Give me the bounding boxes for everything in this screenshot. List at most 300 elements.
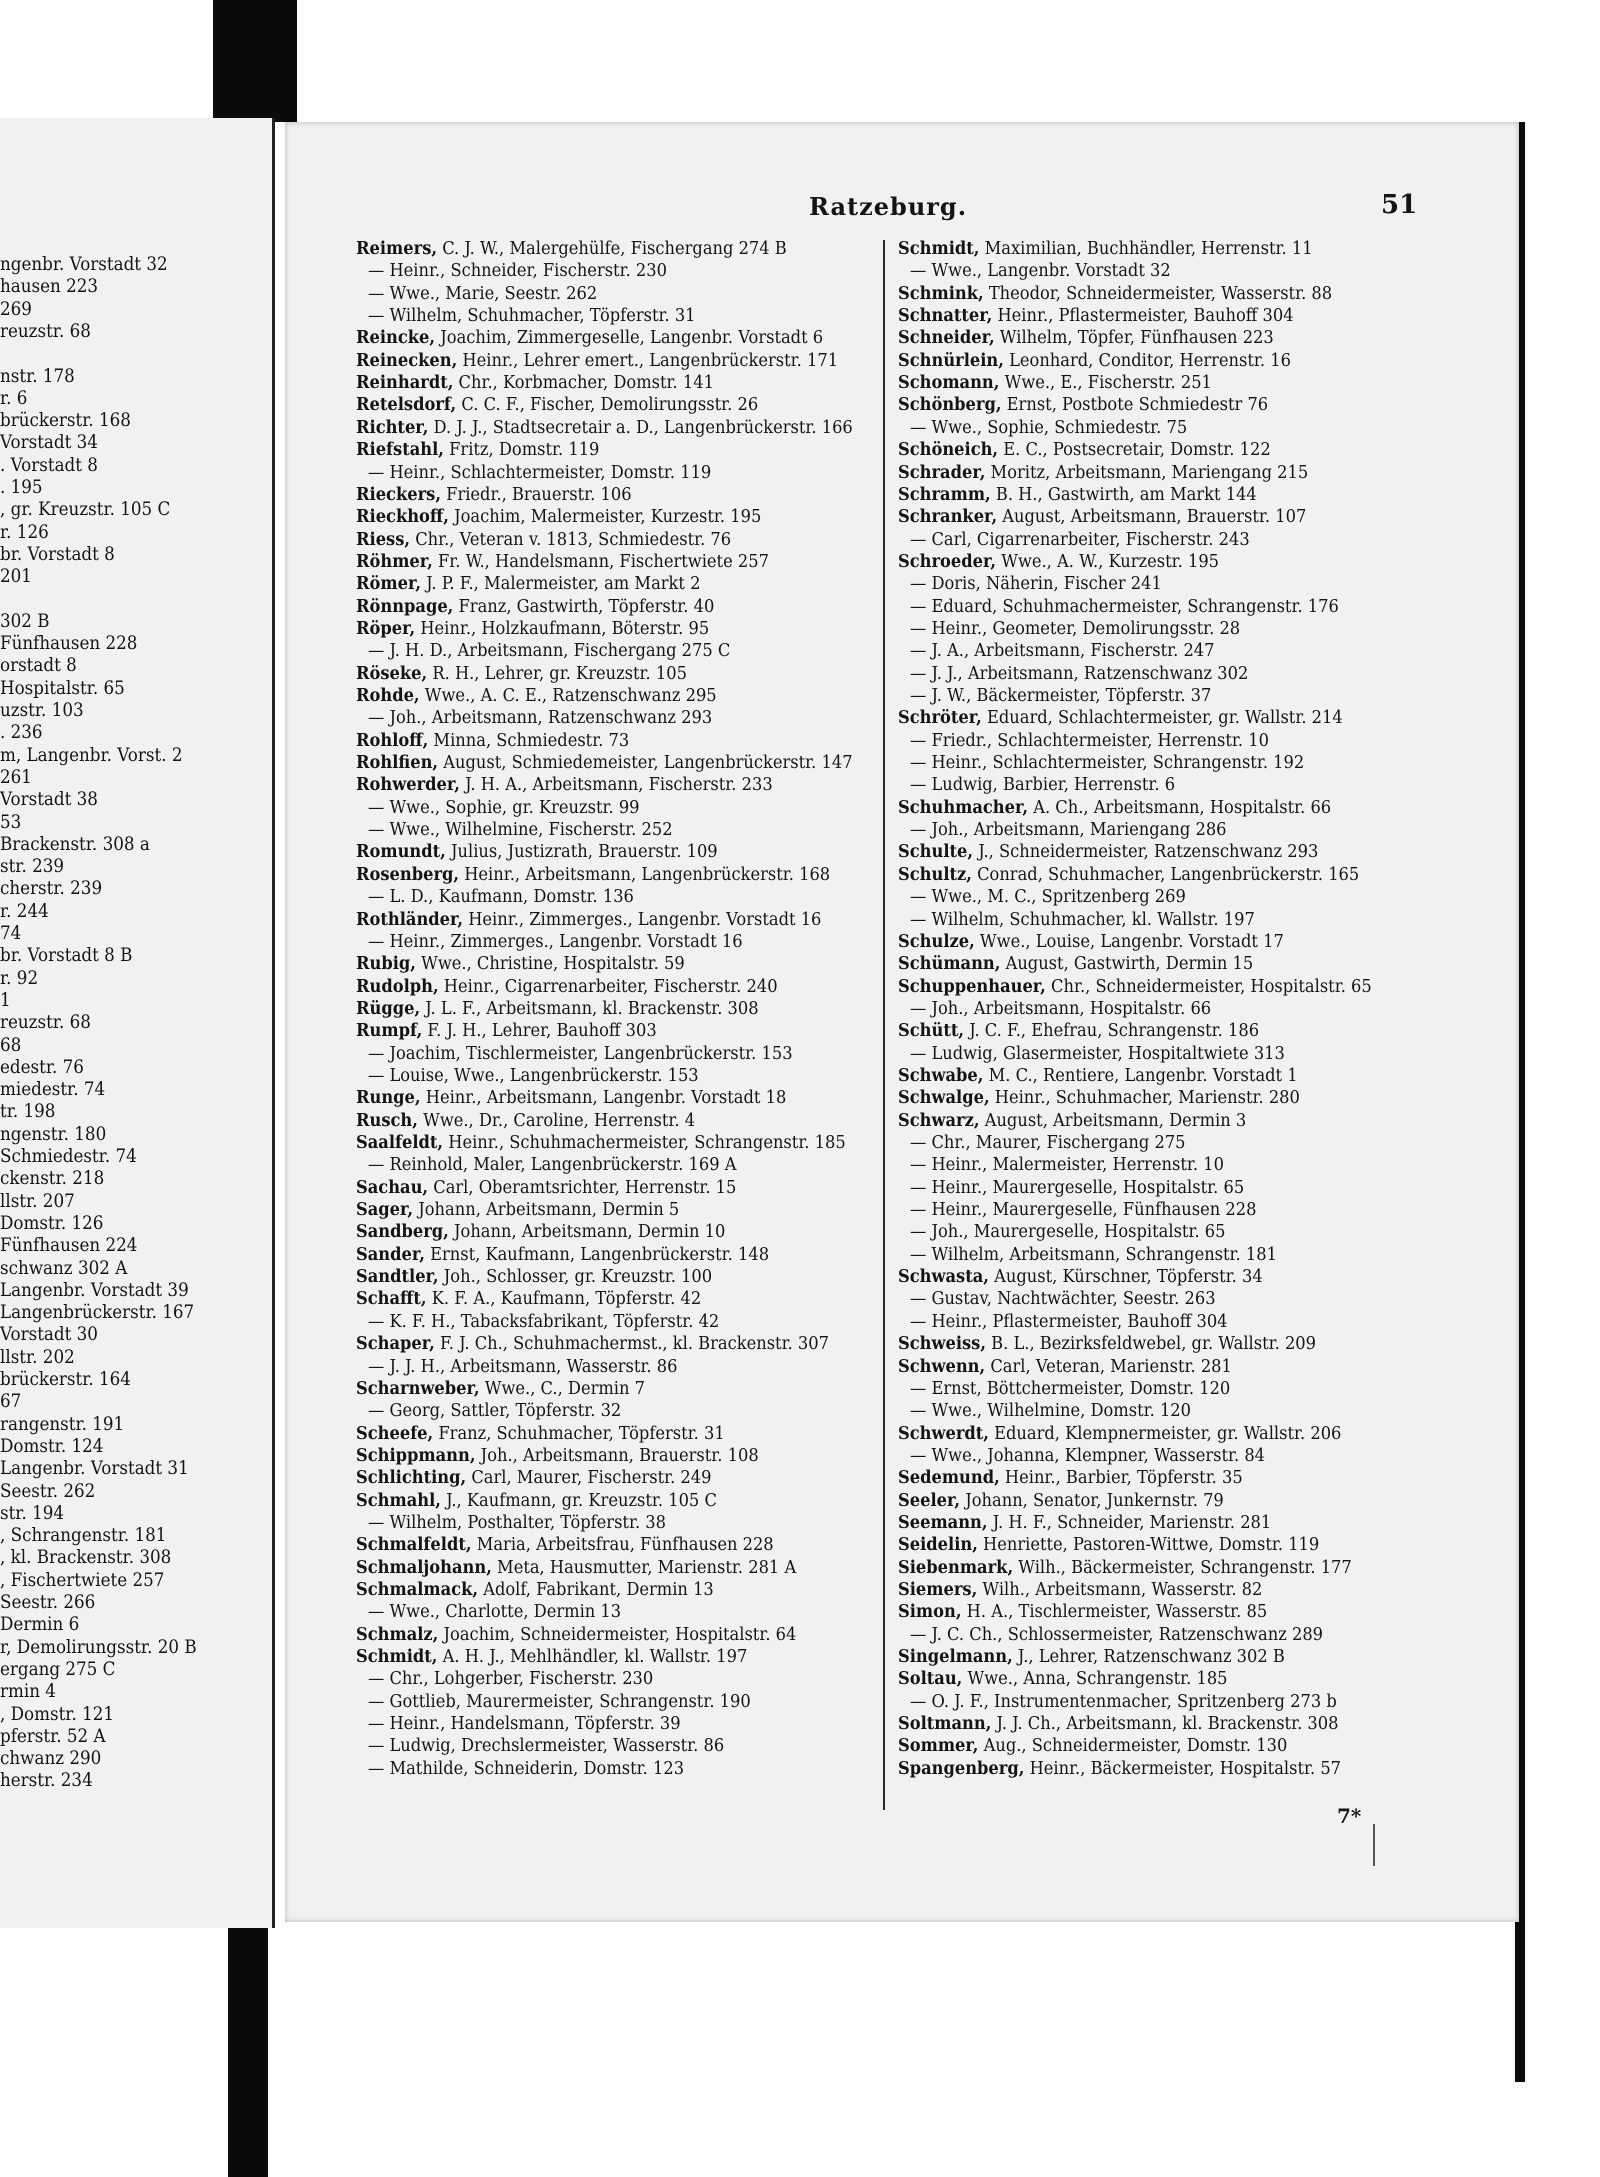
directory-entry xyxy=(910,529,1250,551)
directory-entry xyxy=(356,1624,796,1646)
entry-details: — Heinr., Pflastermeister, Bauhoff 304 xyxy=(910,1310,1228,1332)
entry-details: — Heinr., Zimmerges., Langenbr. Vorstadt 16 xyxy=(368,930,743,952)
entry-details: M. C., Rentiere, Langenbr. Vorstadt 1 xyxy=(983,1064,1298,1086)
entry-details: — J. W., Bäckermeister, Töpferstr. 37 xyxy=(910,685,1212,706)
entry-details: Chr., Korbmacher, Domstr. 141 xyxy=(453,372,714,394)
directory-entry xyxy=(898,1266,1263,1288)
entry-details: Leonhard, Conditor, Herrenstr. 16 xyxy=(1003,349,1291,371)
entry-surname: Sandberg, xyxy=(356,1221,449,1243)
entry-details: J., Kaufmann, gr. Kreuzstr. 105 C xyxy=(440,1489,717,1511)
entry-details: Johann, Arbeitsmann, Dermin 10 xyxy=(448,1221,726,1243)
entry-details: Heinr., Schuhmachermeister, Schrangenstr. 185 xyxy=(443,1132,846,1153)
directory-entry xyxy=(910,1177,1244,1199)
page-number: 51 xyxy=(1381,190,1418,220)
entry-surname: Riefstahl, xyxy=(356,439,444,461)
directory-entry xyxy=(356,1467,711,1489)
entry-surname: Schlichting, xyxy=(356,1467,467,1489)
entry-surname: Sommer, xyxy=(898,1735,979,1757)
left-page-line: 261 xyxy=(0,766,32,788)
left-page-line: r. 126 xyxy=(0,521,49,543)
entry-details: Heinr., Arbeitsmann, Langenbrückerstr. 168 xyxy=(459,863,831,885)
entry-surname: Rohwerder, xyxy=(356,774,460,796)
entry-surname: Schrader, xyxy=(898,461,986,483)
entry-details: J., Lehrer, Ratzenschwanz 302 B xyxy=(1012,1646,1285,1668)
directory-entry xyxy=(898,1646,1285,1668)
entry-details: Carl, Maurer, Fischerstr. 249 xyxy=(466,1467,712,1489)
entry-details: Theodor, Schneidermeister, Wasserstr. 88 xyxy=(983,282,1333,304)
entry-details: Fritz, Domstr. 119 xyxy=(443,439,600,461)
left-page-line: Langenbrückerstr. 167 xyxy=(0,1302,195,1324)
entry-surname: Sander, xyxy=(356,1243,425,1265)
directory-entry xyxy=(898,797,1331,819)
directory-entry xyxy=(898,1601,1267,1623)
entry-details: — J. J., Arbeitsmann, Ratzenschwanz 302 xyxy=(910,662,1249,684)
directory-entry xyxy=(356,417,853,439)
directory-entry xyxy=(898,1020,1259,1042)
entry-surname: Schwasta, xyxy=(898,1266,989,1288)
directory-entry xyxy=(356,573,700,595)
entry-surname: Scheefe, xyxy=(356,1422,434,1444)
directory-entry xyxy=(898,327,1274,349)
entry-surname: Rumpf, xyxy=(356,1020,423,1042)
directory-entry xyxy=(910,1132,1186,1154)
left-page-line: Domstr. 124 xyxy=(0,1435,104,1457)
entry-details: Maximilian, Buchhändler, Herrenstr. 11 xyxy=(979,238,1313,259)
entry-surname: Reinhardt, xyxy=(356,372,454,394)
directory-entry xyxy=(356,953,685,975)
entry-details: — Heinr., Schlachtermeister, Domstr. 119 xyxy=(368,461,712,483)
directory-entry xyxy=(356,1445,759,1467)
left-page-line: Fünfhausen 224 xyxy=(0,1235,138,1257)
directory-entry xyxy=(368,707,712,729)
entry-details: Joh., Arbeitsmann, Brauerstr. 108 xyxy=(475,1444,759,1466)
entry-details: Johann, Senator, Junkernstr. 79 xyxy=(960,1489,1224,1511)
directory-entry xyxy=(356,1177,736,1199)
directory-entry xyxy=(356,685,717,707)
entry-surname: Rosenberg, xyxy=(356,863,460,885)
entry-surname: Schomann, xyxy=(898,372,1000,394)
entry-details: — Ludwig, Barbier, Herrenstr. 6 xyxy=(910,774,1176,796)
entry-details: — J. H. D., Arbeitsmann, Fischergang 275 C xyxy=(368,640,731,662)
entry-details: Johann, Arbeitsmann, Dermin 5 xyxy=(413,1199,680,1221)
directory-entry xyxy=(356,1333,829,1355)
left-page-line: 74 xyxy=(0,923,22,944)
entry-details: — Wwe., Langenbr. Vorstadt 32 xyxy=(910,260,1171,282)
binding-strip-top-left xyxy=(213,0,297,122)
left-page-line: Langenbr. Vorstadt 39 xyxy=(0,1279,189,1301)
directory-entry xyxy=(898,1735,1287,1757)
entry-details: Moritz, Arbeitsmann, Mariengang 215 xyxy=(985,461,1309,483)
entry-details: Aug., Schneidermeister, Domstr. 130 xyxy=(978,1735,1288,1757)
directory-entry xyxy=(356,529,731,551)
entry-surname: Riess, xyxy=(356,528,411,550)
entry-surname: Siebenmark, xyxy=(898,1556,1014,1578)
directory-entry xyxy=(368,1311,719,1333)
directory-entry xyxy=(356,1110,695,1132)
left-page-line: . 236 xyxy=(0,722,43,744)
entry-surname: Schuppenhauer, xyxy=(898,975,1046,997)
directory-entry xyxy=(898,1087,1300,1109)
directory-entry xyxy=(898,439,1271,461)
directory-entry xyxy=(368,1691,751,1713)
entry-surname: Schwenn, xyxy=(898,1355,986,1377)
directory-entry xyxy=(910,663,1248,685)
entry-surname: Schulte, xyxy=(898,841,974,863)
left-page-line: Vorstadt 38 xyxy=(0,789,98,811)
directory-entry xyxy=(368,462,711,484)
entry-details: — Chr., Lohgerber, Fischerstr. 230 xyxy=(368,1668,654,1690)
directory-entry xyxy=(898,1534,1319,1556)
entry-details: Adolf, Fabrikant, Dermin 13 xyxy=(478,1579,714,1600)
left-page-line: Fünfhausen 228 xyxy=(0,633,138,655)
entry-details: — Carl, Cigarrenarbeiter, Fischerstr. 243 xyxy=(910,528,1250,550)
entry-details: Chr., Schneidermeister, Hospitalstr. 65 xyxy=(1045,975,1372,997)
left-page-line: , kl. Brackenstr. 308 xyxy=(0,1547,172,1569)
directory-entry xyxy=(898,1557,1352,1579)
entry-details: Maria, Arbeitsfrau, Fünfhausen 228 xyxy=(471,1534,774,1556)
directory-entry xyxy=(910,1043,1285,1065)
entry-surname: Rusch, xyxy=(356,1109,418,1131)
entry-details: Wwe., Dr., Caroline, Herrenstr. 4 xyxy=(417,1109,696,1131)
directory-entry xyxy=(356,1423,725,1445)
directory-entry xyxy=(910,640,1215,662)
entry-details: — Wilhelm, Arbeitsmann, Schrangenstr. 181 xyxy=(910,1243,1277,1265)
directory-entry xyxy=(368,797,640,819)
directory-entry xyxy=(898,372,1212,394)
left-page-line: , Domstr. 121 xyxy=(0,1703,115,1725)
entry-details: Wwe., Louise, Langenbr. Vorstadt 17 xyxy=(974,930,1284,952)
directory-entry xyxy=(356,1221,725,1243)
left-page-line: 1 xyxy=(0,989,11,1011)
entry-details: Franz, Schuhmacher, Töpferstr. 31 xyxy=(433,1422,725,1444)
directory-entry xyxy=(368,1713,681,1735)
entry-details: — Wwe., M. C., Spritzenberg 269 xyxy=(910,886,1186,908)
entry-surname: Schmidt, xyxy=(898,238,980,259)
left-page-line: br. Vorstadt 8 xyxy=(0,543,115,565)
entry-details: August, Arbeitsmann, Dermin 3 xyxy=(979,1109,1247,1131)
directory-entry xyxy=(368,640,730,662)
directory-entry xyxy=(910,1221,1226,1243)
entry-details: Heinr., Arbeitsmann, Langenbr. Vorstadt 18 xyxy=(420,1087,787,1109)
left-page-line: br. Vorstadt 8 B xyxy=(0,945,133,967)
entry-details: Joachim, Malermeister, Kurzestr. 195 xyxy=(448,506,762,528)
entry-details: Carl, Veteran, Marienstr. 281 xyxy=(985,1355,1232,1377)
entry-surname: Rieckhoff, xyxy=(356,506,449,528)
entry-details: — Wilhelm, Schuhmacher, Töpferstr. 31 xyxy=(368,305,696,327)
entry-surname: Schümann, xyxy=(898,953,1001,975)
directory-entry xyxy=(356,976,778,998)
entry-details: — Joh., Arbeitsmann, Mariengang 286 xyxy=(910,819,1227,841)
directory-entry xyxy=(898,394,1268,416)
entry-details: Heinr., Holzkaufmann, Böterstr. 95 xyxy=(415,617,710,639)
left-page-line: Brackenstr. 308 a xyxy=(0,833,150,855)
directory-entry xyxy=(368,819,673,841)
left-page-line: reuzstr. 68 xyxy=(0,320,91,342)
left-page-line: 67 xyxy=(0,1391,22,1413)
directory-entry xyxy=(356,551,769,573)
directory-entry xyxy=(898,551,1219,573)
directory-entry xyxy=(356,484,632,506)
entry-surname: Saalfeldt, xyxy=(356,1132,444,1153)
entry-surname: Soltau, xyxy=(898,1668,963,1690)
directory-entry xyxy=(368,1668,653,1690)
entry-details: J., Schneidermeister, Ratzenschwanz 293 xyxy=(973,841,1319,863)
entry-details: — J. C. Ch., Schlossermeister, Ratzenschwanz 289 xyxy=(910,1623,1324,1645)
left-page-line: , gr. Kreuzstr. 105 C xyxy=(0,499,171,521)
directory-entry xyxy=(898,1758,1341,1780)
entry-details: Wwe., A. C. E., Ratzenschwanz 295 xyxy=(419,685,717,706)
directory-entry xyxy=(910,618,1240,640)
directory-entry xyxy=(898,1579,1262,1601)
entry-details: — Doris, Näherin, Fischer 241 xyxy=(910,573,1162,595)
entry-surname: Röper, xyxy=(356,617,416,639)
entry-details: Wilh., Bäckermeister, Schrangenstr. 177 xyxy=(1013,1556,1352,1578)
entry-surname: Richter, xyxy=(356,416,429,438)
entry-details: Wilh., Arbeitsmann, Wasserstr. 82 xyxy=(977,1579,1263,1600)
directory-entry xyxy=(898,1512,1271,1534)
entry-details: A. H. J., Mehlhändler, kl. Wallstr. 197 xyxy=(437,1646,748,1668)
left-page-line: Hospitalstr. 65 xyxy=(0,677,125,699)
directory-entry xyxy=(356,596,714,618)
directory-entry xyxy=(910,730,1269,752)
directory-entry xyxy=(356,1020,657,1042)
left-page-line: 53 xyxy=(0,811,22,833)
entry-details: Meta, Hausmutter, Marienstr. 281 A xyxy=(491,1556,797,1578)
entry-details: Heinr., Zimmerges., Langenbr. Vorstadt 16 xyxy=(463,908,822,930)
entry-surname: Schöneich, xyxy=(898,439,999,461)
directory-entry xyxy=(910,1154,1224,1176)
entry-details: J. J. Ch., Arbeitsmann, kl. Brackenstr. 308 xyxy=(991,1713,1339,1735)
entry-details: — O. J. F., Instrumentenmacher, Spritzenberg 273 b xyxy=(910,1690,1337,1712)
entry-details: Wwe., Anna, Schrangenstr. 185 xyxy=(962,1668,1228,1690)
directory-entry xyxy=(898,1713,1338,1735)
binding-strip-bottom-left xyxy=(228,1918,268,2177)
entry-details: Ernst, Postbote Schmiedestr 76 xyxy=(1001,394,1269,416)
entry-details: — Louise, Wwe., Langenbrückerstr. 153 xyxy=(368,1064,699,1086)
entry-details: Heinr., Schuhmacher, Marienstr. 280 xyxy=(989,1087,1300,1109)
left-page-line: uzstr. 103 xyxy=(0,700,84,721)
left-page-line: . Vorstadt 8 xyxy=(0,454,98,476)
entry-details: — Joh., Arbeitsmann, Hospitalstr. 66 xyxy=(910,997,1212,1019)
signature-mark: 7* xyxy=(1337,1804,1362,1828)
entry-surname: Schönberg, xyxy=(898,394,1002,416)
left-page-line: r. 6 xyxy=(0,387,28,409)
entry-surname: Romundt, xyxy=(356,841,446,863)
entry-surname: Seemann, xyxy=(898,1511,988,1533)
entry-details: Eduard, Klempnermeister, gr. Wallstr. 206 xyxy=(988,1422,1342,1444)
entry-details: Julius, Justizrath, Brauerstr. 109 xyxy=(445,841,718,863)
directory-entry xyxy=(356,752,853,774)
left-page-line: orstadt 8 xyxy=(0,655,77,677)
entry-details: Wwe., Christine, Hospitalstr. 59 xyxy=(415,953,685,975)
left-page-line: ngenstr. 180 xyxy=(0,1123,107,1145)
entry-surname: Singelmann, xyxy=(898,1646,1013,1668)
directory-entry xyxy=(910,1311,1228,1333)
left-page-line: rangenstr. 191 xyxy=(0,1413,125,1435)
directory-entry xyxy=(356,238,787,260)
entry-details: August, Kürschner, Töpferstr. 34 xyxy=(988,1266,1263,1288)
entry-details: — Heinr., Maurergeselle, Fünfhausen 228 xyxy=(910,1199,1257,1221)
directory-entry xyxy=(368,1735,724,1757)
entry-surname: Reincke, xyxy=(356,327,436,349)
directory-entry xyxy=(356,1557,796,1579)
entry-details: August, Gastwirth, Dermin 15 xyxy=(1000,953,1254,975)
directory-entry xyxy=(368,1043,793,1065)
entry-details: Eduard, Schlachtermeister, gr. Wallstr. 214 xyxy=(981,707,1343,729)
directory-entry xyxy=(910,1691,1337,1713)
entry-details: Ernst, Kaufmann, Langenbrückerstr. 148 xyxy=(424,1243,770,1265)
directory-entry xyxy=(368,305,696,327)
directory-entry xyxy=(910,909,1255,931)
column-divider xyxy=(883,240,885,1810)
entry-details: — Heinr., Handelsmann, Töpferstr. 39 xyxy=(368,1713,681,1735)
directory-entry xyxy=(910,752,1304,774)
directory-entry xyxy=(910,1445,1265,1467)
left-page-line: 302 B xyxy=(0,610,50,632)
left-page-line: Seestr. 266 xyxy=(0,1592,96,1613)
directory-entry xyxy=(356,909,821,931)
entry-surname: Schnatter, xyxy=(898,305,993,327)
entry-details: Wwe., A. W., Kurzestr. 195 xyxy=(996,550,1220,572)
entry-details: — Wwe., Wilhelmine, Fischerstr. 252 xyxy=(368,819,673,841)
entry-details: Heinr., Bäckermeister, Hospitalstr. 57 xyxy=(1024,1757,1342,1779)
entry-details: C. C. F., Fischer, Demolirungsstr. 26 xyxy=(456,394,759,416)
left-page-line: 269 xyxy=(0,298,32,320)
entry-details: — Heinr., Geometer, Demolirungsstr. 28 xyxy=(910,617,1241,639)
left-page-line: tr. 198 xyxy=(0,1101,56,1123)
entry-surname: Spangenberg, xyxy=(898,1757,1025,1779)
entry-surname: Simon, xyxy=(898,1601,962,1623)
entry-surname: Sedemund, xyxy=(898,1467,1000,1489)
left-page-line: Schmiedestr. 74 xyxy=(0,1146,137,1167)
entry-details: J. H. A., Arbeitsmann, Fischerstr. 233 xyxy=(459,774,773,796)
entry-details: K. F. A., Kaufmann, Töpferstr. 42 xyxy=(426,1288,702,1310)
directory-entry xyxy=(356,864,830,886)
entry-surname: Schuhmacher, xyxy=(898,796,1029,818)
directory-entry xyxy=(898,1467,1243,1489)
entry-surname: Schulze, xyxy=(898,930,975,952)
entry-details: Heinr., Cigarrenarbeiter, Fischerstr. 240 xyxy=(438,975,778,997)
entry-surname: Schwabe, xyxy=(898,1064,984,1086)
entry-surname: Schütt, xyxy=(898,1020,965,1042)
entry-details: A. Ch., Arbeitsmann, Hospitalstr. 66 xyxy=(1028,796,1332,818)
page-edge-mark xyxy=(1373,1824,1375,1866)
entry-surname: Rügge, xyxy=(356,997,421,1019)
entry-details: J. H. F., Schneider, Marienstr. 281 xyxy=(987,1511,1272,1533)
left-page-line: miedestr. 74 xyxy=(0,1079,106,1101)
left-page-line: herstr. 234 xyxy=(0,1770,93,1792)
left-page-line: rmin 4 xyxy=(0,1681,56,1703)
directory-entry xyxy=(910,774,1175,796)
left-page-line: r. 244 xyxy=(0,900,49,922)
left-page-line: ergang 275 C xyxy=(0,1658,116,1680)
directory-entry xyxy=(368,1400,621,1422)
directory-entry xyxy=(356,506,761,528)
entry-surname: Rohloff, xyxy=(356,729,429,751)
left-page-line: Domstr. 126 xyxy=(0,1212,104,1234)
entry-surname: Sachau, xyxy=(356,1176,429,1198)
entry-details: R. H., Lehrer, gr. Kreuzstr. 105 xyxy=(427,662,687,684)
left-page-line: llstr. 202 xyxy=(0,1346,75,1368)
entry-details: H. A., Tischlermeister, Wasserstr. 85 xyxy=(961,1601,1268,1623)
left-page-line: Vorstadt 30 xyxy=(0,1324,98,1346)
entry-details: Heinr., Pflastermeister, Bauhoff 304 xyxy=(992,305,1294,327)
entry-surname: Rohde, xyxy=(356,685,420,706)
entry-details: J. C. F., Ehefrau, Schrangenstr. 186 xyxy=(964,1020,1260,1042)
entry-details: — Reinhold, Maler, Langenbrückerstr. 169 A xyxy=(368,1154,737,1176)
entry-details: — Wwe., Marie, Seestr. 262 xyxy=(368,282,598,304)
entry-details: — Ludwig, Glasermeister, Hospitaltwiete 313 xyxy=(910,1042,1285,1064)
entry-surname: Schröter, xyxy=(898,707,982,729)
directory-entry xyxy=(898,238,1313,260)
directory-entry xyxy=(898,1110,1246,1132)
entry-surname: Schafft, xyxy=(356,1288,427,1310)
entry-details: Heinr., Barbier, Töpferstr. 35 xyxy=(999,1467,1243,1489)
directory-entry xyxy=(356,1132,846,1154)
entry-surname: Schnürlein, xyxy=(898,349,1004,371)
directory-entry xyxy=(356,1199,679,1221)
entry-details: — Joh., Arbeitsmann, Ratzenschwanz 293 xyxy=(368,707,713,729)
entry-surname: Schwalge, xyxy=(898,1087,990,1109)
directory-entry xyxy=(368,283,597,305)
directory-entry xyxy=(368,1512,666,1534)
entry-details: — Mathilde, Schneiderin, Domstr. 123 xyxy=(368,1757,685,1779)
entry-details: D. J. J., Stadtsecretair a. D., Langenbrückerstr. 166 xyxy=(428,416,853,438)
directory-entry xyxy=(910,685,1211,707)
directory-entry xyxy=(898,1065,1298,1087)
entry-surname: Schranker, xyxy=(898,506,998,528)
entry-details: — Joh., Maurergeselle, Hospitalstr. 65 xyxy=(910,1221,1226,1243)
entry-details: J. L. F., Arbeitsmann, kl. Brackenstr. 308 xyxy=(420,997,759,1019)
entry-surname: Retelsdorf, xyxy=(356,394,457,416)
entry-surname: Schultz, xyxy=(898,863,972,885)
entry-surname: Siemers, xyxy=(898,1579,978,1600)
entry-details: — Friedr., Schlachtermeister, Herrenstr. 10 xyxy=(910,729,1269,751)
entry-surname: Schmalz, xyxy=(356,1623,439,1645)
directory-entry xyxy=(910,417,1187,439)
entry-surname: Seidelin, xyxy=(898,1534,978,1556)
entry-surname: Schmalmack, xyxy=(356,1579,479,1600)
left-page-line: ckenstr. 218 xyxy=(0,1168,105,1190)
entry-details: E. C., Postsecretair, Domstr. 122 xyxy=(998,439,1271,461)
left-page-line: r, Demolirungsstr. 20 B xyxy=(0,1636,197,1658)
directory-entry xyxy=(356,998,759,1020)
directory-entry xyxy=(898,707,1343,729)
entry-details: — Heinr., Schlachtermeister, Schrangenstr. 192 xyxy=(910,752,1305,774)
entry-details: — Heinr., Malermeister, Herrenstr. 10 xyxy=(910,1154,1224,1176)
directory-entry xyxy=(910,1400,1191,1422)
directory-entry xyxy=(356,618,709,640)
entry-details: F. J. Ch., Schuhmachermst., kl. Brackenstr. 307 xyxy=(434,1333,829,1355)
entry-details: Wwe., E., Fischerstr. 251 xyxy=(999,372,1212,394)
directory-entry xyxy=(368,1758,684,1780)
entry-surname: Rohlfien, xyxy=(356,752,439,774)
left-page-line: , Fischertwiete 257 xyxy=(0,1569,165,1591)
entry-details: — Gustav, Nachtwächter, Seestr. 263 xyxy=(910,1288,1216,1310)
directory-entry xyxy=(368,1356,677,1378)
left-page-line: nstr. 178 xyxy=(0,365,75,387)
directory-entry xyxy=(356,350,838,372)
directory-entry xyxy=(356,394,758,416)
directory-entry xyxy=(356,439,599,461)
entry-surname: Runge, xyxy=(356,1087,421,1109)
entry-details: Franz, Gastwirth, Töpferstr. 40 xyxy=(453,595,715,617)
directory-entry xyxy=(356,1579,714,1601)
left-page-line: hausen 223 xyxy=(0,276,99,298)
left-page-line: m, Langenbr. Vorst. 2 xyxy=(0,744,183,766)
left-page-line: str. 239 xyxy=(0,856,65,878)
directory-entry xyxy=(898,976,1372,998)
